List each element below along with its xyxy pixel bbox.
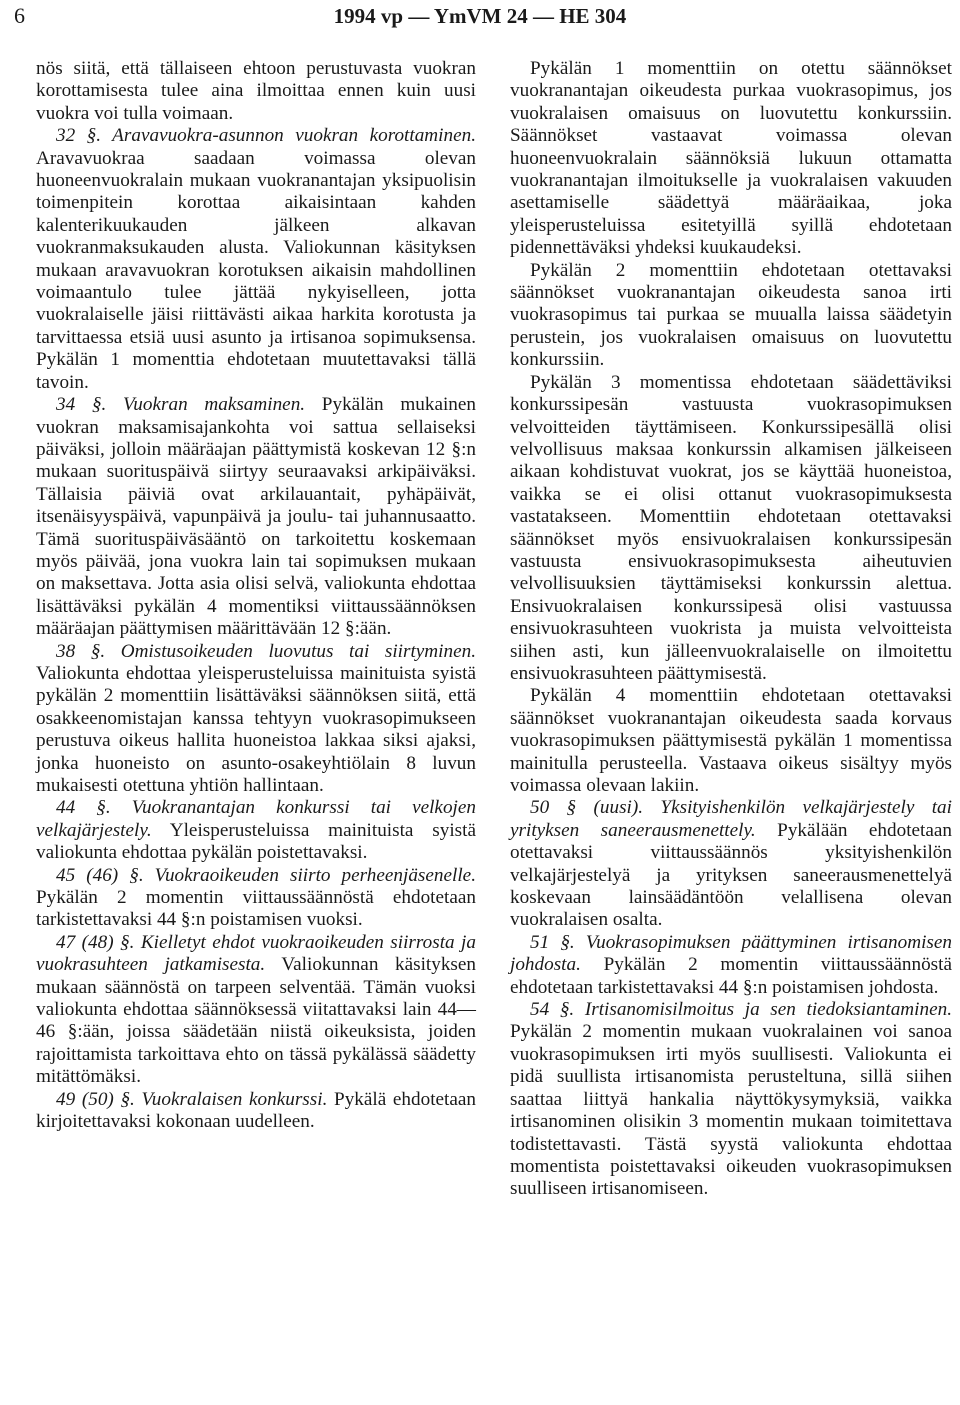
paragraph-text: Aravavuokraa saadaan voimassa olevan huoneenvuokralain mukaan vuokranantajan yksipuolisin toimenpitein korottaa aikaisintaan kahden kalenterikuukauden jälkeen alkavan vuokranmaksukauden alusta. Valiokunnan käsityksen mukaan aravavuokran korotuksen aikaisin mahdollinen voimaantulo tulee jättää nykyiselleen, jotta vuokralaiselle jäisi riittävästi aikaa harkita korotusta ja tarvittaessa etsiä uusi asunto ja irtisanoa sopimuksensa. Pykälän 1 momenttia ehdotetaan muutettavaksi tällä tavoin.: [36, 147, 476, 393]
paragraph: [36, 932, 476, 1089]
paragraph: [36, 865, 476, 932]
paragraph-text: Pykälän 2 momentin viittaussäännöstä ehdotetaan tarkistettavaksi 44 §:n poistamisen vuoksi.: [36, 887, 476, 931]
paragraph: [36, 641, 476, 798]
paragraph-text: Pykälän 3 momentissa ehdotetaan säädettäviksi konkurssipesän vastuusta vuokrasopimuksen velvoitteiden täyttämiseen. Konkurssipesällä olisi velvollisuus maksaa konkurssin alkamisen jälkeiseen aikaan kohdistuvat vuokrat, jos se käyttää huoneistoa, vaikka se ei olisi ottanut vuokrasopimuksesta vastatakseen. Momenttiin ehdotetaan otettavaksi säännökset myös ensivuokralaisen konkurssipesän vastuusta ensivuokrasopimuksesta aiheutuvien velvollisuuksien täyttämiseksi konkurssin alettua. Ensivuokralaisen konkurssipesä olisi vastuussa ensivuokrasuhteen vuokrista ja muista velvoitteista siihen asti, kun jälleenvuokralaiselle on ilmoitettu ensivuokrasuhteen päättymisestä.: [510, 371, 952, 684]
right-column: [510, 58, 952, 1201]
section-heading: 49 (50) §. Vuokralaisen konkurssi.: [56, 1088, 328, 1110]
section-heading: 47 (48) §. Kielletyt ehdot vuokraoikeuden siirrosta ja vuokrasuhteen jatkamisesta.: [36, 931, 476, 976]
paragraph: [510, 58, 952, 260]
section-heading: 34 §. Vuokran maksaminen.: [56, 394, 306, 416]
running-head: 1994 vp — YmVM 24 — HE 304: [333, 4, 627, 28]
page-header: [0, 0, 960, 40]
paragraph: [510, 260, 952, 372]
paragraph: [36, 125, 476, 394]
paragraph: [36, 797, 476, 864]
paragraph: [36, 394, 476, 640]
section-heading: 44 §. Vuokranantajan konkurssi tai velkojen velkajärjestely.: [36, 797, 476, 841]
paragraph-text: Pykälän 2 momenttiin ehdotetaan otettavaksi säännökset vuokranantajan oikeudesta sanoa irti vuokrasopimus tai purkaa se muualla laissa säädetyin perustein, jos vuokralaisen omaisuus on luovutettu konkurssiin.: [510, 259, 952, 371]
paragraph-text: Pykälän 2 momentin viittaussäännöstä ehdotetaan tarkistettavaksi 44 §:n poistamisen johdosta.: [510, 954, 952, 998]
section-heading: 38 §. Omistusoikeuden luovutus tai siirtyminen.: [56, 640, 476, 662]
section-heading: 54 §. Irtisanomisilmoitus ja sen tiedoksiantaminen.: [530, 999, 952, 1021]
left-column: [36, 58, 476, 1134]
section-heading: 50 § (uusi). Yksityishenkilön velkajärjestely tai yrityksen saneerausmenettely.: [510, 797, 952, 841]
section-heading: 32 §. Aravavuokra-asunnon vuokran korottaminen.: [56, 125, 476, 147]
paragraph: [510, 932, 952, 999]
page-number: 6: [14, 3, 25, 28]
paragraph-text: Valiokunta ehdottaa yleisperusteluissa mainituista syistä pykälän 2 momenttiin lisättäväksi säännöksen siitä, että osakkeenomistajan kanssa tehtyyn vuokrasopimukseen perustuva oikeus hallita huoneistoa lakkaa siksi ajaksi, jonka huoneisto on asunto-osakeyhtiölain 8 luvun mukaisesti otettuna yhtiön hallintaan.: [36, 662, 476, 796]
section-heading: 45 (46) §. Vuokraoikeuden siirto perheenjäsenelle.: [56, 864, 476, 886]
paragraph-text: Pykälän mukainen vuokran maksamisajankohta voi sattua sellaiseksi päiväksi, jolloin määräajan päättymistä koskevan 12 §:n mukaan suorituspäivä siirtyy seuraavaksi arkipäiväksi. Tällaisia päiviä ovat arkilauantait, pyhäpäivät, itsenäisyyspäivä, vapunpäivä ja joulu- tai juhannusaatto. Tämä suorituspäiväsääntö on tarkoitettu koskemaan myös päivää, jona vuokra lain tai sopimuksen mukaan on maksettava. Jotta asia olisi selvä, valiokunta ehdottaa lisättäväksi pykälän 4 momentiksi viittaussäännöksen määräajan päättymisen määrittävään 12 §:ään.: [36, 394, 476, 640]
paragraph: [510, 685, 952, 797]
paragraph-text: nös siitä, että tällaiseen ehtoon perustuvasta vuokran korottamisesta tulee aina ilmoittaa ennen kuin uusi vuokra voi tulla voimaan.: [36, 58, 476, 124]
paragraph-text: Pykälään ehdotetaan otettavaksi viittaussäännös yksityishenkilön velkajärjestelyä ja yrityksen saneerausmenettelyä koskevaan lainsäädäntöön velallisena olevan vuokralaisen osalta.: [510, 819, 953, 931]
paragraph-text: Pykälän 1 momenttiin on otettu säännökset vuokranantajan oikeudesta purkaa vuokrasopimus, jos vuokralaisen omaisuus on luovutettu konkurssiin. Säännökset vastaavat voimassa olevan huoneenvuokralain säännöksiä lukuun ottamatta vuokranantajan ilmoitukselle ja vuokralaisen vakuuden asettamiselle säädettyä määräaikaa, joka yleisperusteluissa esitetyillä syillä ehdotetaan pidennettäväksi yhdeksi kuukaudeksi.: [510, 58, 952, 259]
paragraph-text: Pykälä ehdotetaan kirjoitettavaksi kokonaan uudelleen.: [36, 1088, 476, 1133]
paragraph: [36, 1089, 476, 1134]
paragraph-text: Yleisperusteluissa mainituista syistä valiokunta ehdottaa pykälän poistettavaksi.: [36, 819, 476, 864]
paragraph: [510, 797, 952, 931]
paragraph-text: Pykälän 4 momenttiin ehdotetaan otettavaksi säännökset vuokranantajan oikeudesta saada korvaus vuokrasopimuksen päättymisestä pykälän 1 momentissa mainitulla perusteella. Vastaava oikeus sisältyy myös voimassa olevaan lakiin.: [510, 685, 952, 796]
paragraph-text: Pykälän 2 momentin mukaan vuokralainen voi sanoa vuokrasopimuksen irti myös suullisesti. Valiokunta ei pidä suullista irtisanomista perusteltuna, sillä siihen saattaa liittyä hankalia näyttökysymyksiä, vaikka irtisanominen olisikin 3 momentin mukaan toimitettava todistettavasti. Tästä syystä valiokunta ehdottaa momentista poistettavaksi oikeuden vuokrasopimuksen suulliseen irtisanomiseen.: [510, 1021, 952, 1200]
paragraph: [510, 372, 952, 686]
paragraph: [36, 58, 476, 125]
section-heading: 51 §. Vuokrasopimuksen päättyminen irtisanomisen johdosta.: [510, 931, 952, 976]
paragraph-text: Valiokunnan käsityksen mukaan säännöstä on tarpeen selventää. Tämän vuoksi valiokunta ehdottaa säännöksessä viitattavaksi lain 44—46 §:ään, joissa säädetään niistä oikeuksista, joiden rajoittamista tarkoittava ehto on tässä pykälässä säädetty mitättömäksi.: [36, 954, 476, 1088]
paragraph: [510, 999, 952, 1201]
